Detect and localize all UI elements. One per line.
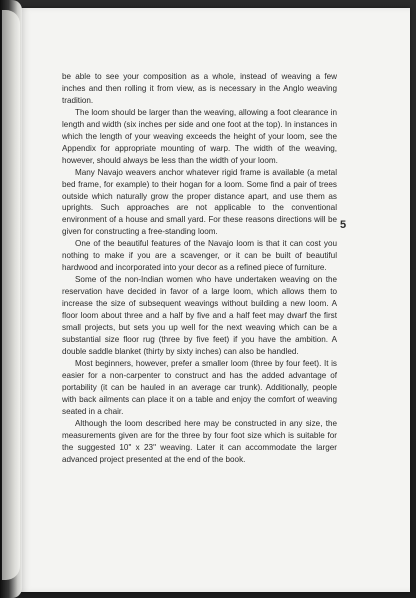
paragraph: be able to see your composition as a whole, instead of weaving a few inches and then rolling it from view, as is necessary in the Anglo weaving tradition. <box>62 72 337 105</box>
paragraph: Most beginners, however, prefer a smaller loom (three by four feet). It is easier for a non-carpenter to construct and has the added advantage of portability (it can be hauled in an average car trunk). Additionally, people with back ailments can place it on a table and enjoy the comfort of weaving seated in a chair. <box>62 358 337 416</box>
page-edge <box>2 10 20 580</box>
body-text <box>62 71 337 465</box>
paragraph: Some of the non-Indian women who have undertaken weaving on the reservation have decided in favor of a large loom, which allows them to increase the size of subsequent weavings without building a new loom. A floor loom about three and a half by five and a half feet may dwarf the first small projects, but sets you up well for the next weaving which can be a substantial size floor rug (three by five feet) if you have the ambition. A double saddle blanket (thirty by sixty inches) can also be handled. <box>62 275 337 356</box>
paragraph: Many Navajo weavers anchor whatever rigid frame is available (a metal bed frame, for example) to their hogan for a loom. Some find a pair of trees outside which naturally grow the proper distance apart, and use them as uprights. Such approaches are not applicable to the conventional environment of a house and small yard. For these reasons directions will be given for constructing a free-standing loom. <box>62 167 337 237</box>
paragraph: The loom should be larger than the weaving, allowing a foot clearance in length and width (six inches per side and one foot at the top). In instances in which the length of your weaving exceeds the height of your loom, see the Appendix for appropriate mounting of warp. The width of the weaving, however, should always be less than the width of your loom. <box>62 107 337 165</box>
previous-page-curl <box>0 0 22 598</box>
page-number: 5 <box>340 219 347 231</box>
book-page <box>18 8 410 592</box>
paragraph: Although the loom described here may be constructed in any size, the measurements given are for the three by four foot size which is suitable for the suggested 10" x 23" weaving. Later it can accommodate the larger advanced project presented at the end of the book. <box>62 418 337 464</box>
paragraph: One of the beautiful features of the Navajo loom is that it can cost you nothing to make if you are a scavenger, or it can be built of beautiful hardwood and incorporated into your decor as a refined piece of furniture. <box>62 239 337 273</box>
